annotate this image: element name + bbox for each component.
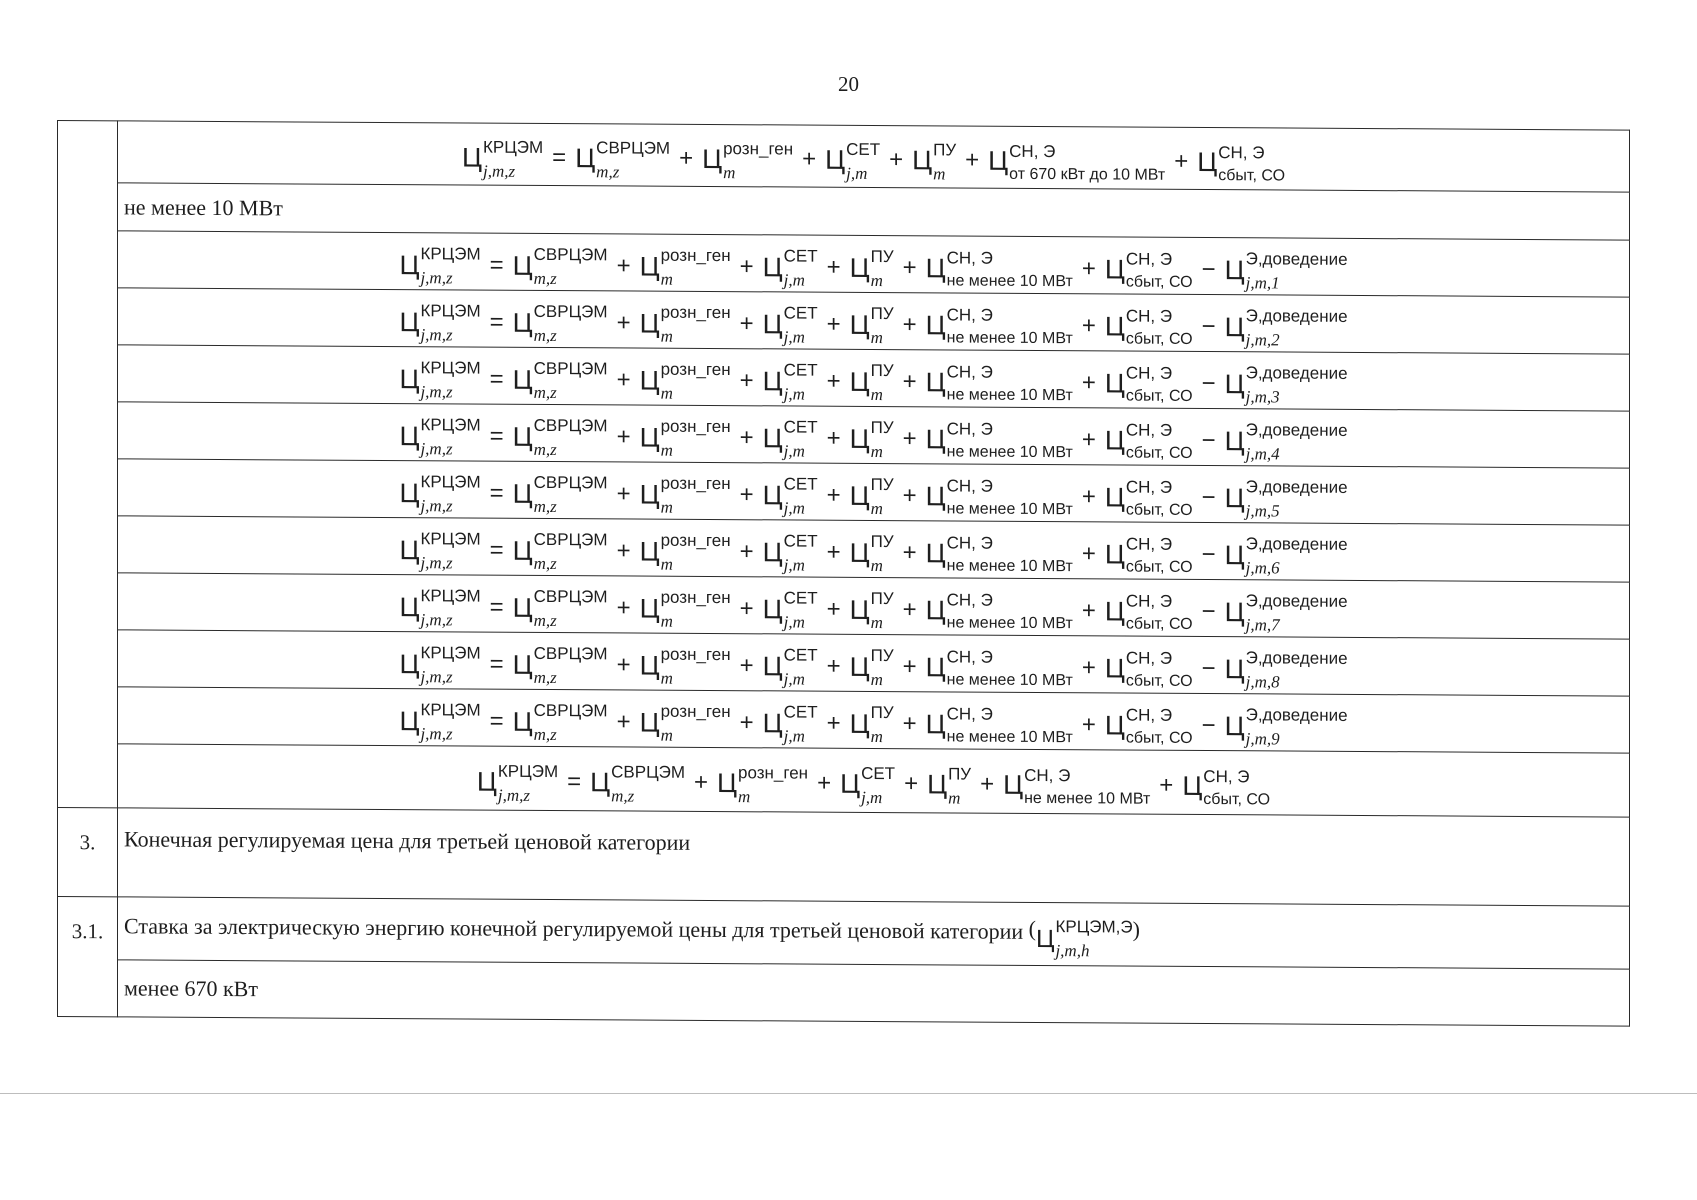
price-krcem: Ц КРЦЭМ j,m,z (399, 586, 481, 630)
price-set: Ц СЕТ j,m (825, 139, 881, 183)
price-pu: Ц ПУ m (849, 418, 894, 462)
price-sn-e: Ц СН, Э не менее 10 МВт (925, 419, 1073, 462)
formula-cell (118, 121, 1630, 192)
price-pu: Ц ПУ m (849, 589, 894, 633)
price-svrcem: Ц СВРЦЭМ m,z (512, 359, 608, 403)
formula-cell (118, 687, 1630, 753)
price-dovedenie: Ц Э,доведение j,m,7 (1224, 591, 1348, 635)
price-sn-e: Ц СН, Э не менее 10 МВт (925, 647, 1073, 690)
price-krcem: Ц КРЦЭМ j,m,z (399, 643, 481, 687)
price-krcem: Ц КРЦЭМ j,m,z (461, 137, 544, 181)
price-set: Ц СЕТ j,m (762, 417, 818, 461)
price-svrcem: Ц СВРЦЭМ m,z (512, 701, 608, 745)
formula-cell (118, 630, 1630, 696)
price-rozn-gen: Ц розн_ген m (639, 359, 731, 403)
formula-cell (118, 573, 1630, 639)
price-rozn-gen: Ц розн_ген m (639, 701, 731, 745)
price-set: Ц СЕТ j,m (762, 246, 818, 290)
formula-ne-menee-10mw: Ц КРЦЭМ j,m,z = Ц СВРЦЭМ m,z + Ц розн_ген m + Ц СЕТ j,m + Ц ПУ m + Ц СН, Э не менее 10 МВт + Ц СН, Э сбыт, СО (476, 761, 1271, 808)
price-svrcem: Ц СВРЦЭМ m,z (512, 473, 608, 517)
price-pu: Ц ПУ m (849, 703, 894, 747)
price-sn-e: Ц СН, Э не менее 10 МВт (925, 362, 1073, 405)
price-pu: Ц ПУ m (849, 247, 894, 291)
price-krcem: Ц КРЦЭМ j,m,z (399, 358, 481, 402)
price-krcem: Ц КРЦЭМ j,m,z (399, 700, 481, 744)
price-dovedenie: Ц Э,доведение j,m,1 (1224, 249, 1348, 293)
tariff-table (57, 120, 1630, 1027)
price-pu: Ц ПУ m (849, 361, 894, 405)
page-number: 20 (838, 72, 859, 96)
price-rozn-gen: Ц розн_ген m (639, 644, 731, 688)
price-set: Ц СЕТ j,m (762, 474, 818, 518)
table-row (58, 402, 1630, 469)
price-rozn-gen: Ц розн_ген m (717, 762, 809, 806)
price-svrcem: Ц СВРЦЭМ m,z (512, 416, 608, 460)
price-sbyt-so: Ц СН, Э сбыт, СО (1104, 249, 1193, 291)
formula-dovedenie-7: Ц КРЦЭМ j,m,z = Ц СВРЦЭМ m,z + Ц розн_ген m + Ц СЕТ j,m + Ц ПУ m + Ц СН, Э не менее 10 МВт + Ц СН, Э сбыт, СО − Ц Э,доведение j,m,7 (399, 586, 1348, 635)
table-row (58, 744, 1630, 818)
table-row (58, 121, 1630, 193)
price-set: Ц СЕТ j,m (762, 531, 818, 575)
price-sn-e: Ц СН, Э не менее 10 МВт (925, 476, 1073, 519)
price-rozn-gen: Ц розн_ген m (639, 302, 731, 346)
price-pu: Ц ПУ m (849, 475, 894, 519)
section-label-menee-670: менее 670 кВт (118, 960, 1630, 1026)
formula-cell (118, 288, 1630, 354)
price-set: Ц СЕТ j,m (840, 763, 896, 807)
item-3-1-text: Ставка за электрическую энергию конечной регулируемой цены для третьей ценовой категории (124, 913, 1024, 944)
price-sbyt-so: Ц СН, Э сбыт, СО (1104, 477, 1193, 519)
formula-dovedenie-1: Ц КРЦЭМ j,m,z = Ц СВРЦЭМ m,z + Ц розн_ген m + Ц СЕТ j,m + Ц ПУ m + Ц СН, Э не менее 10 МВт + Ц СН, Э сбыт, СО − Ц Э,доведение j,m,1 (399, 244, 1348, 293)
price-rozn-gen: Ц розн_ген m (639, 473, 731, 517)
price-svrcem: Ц СВРЦЭМ m,z (512, 644, 608, 688)
price-set: Ц СЕТ j,m (762, 645, 818, 689)
row-number-cell (58, 121, 118, 808)
formula-dovedenie-6: Ц КРЦЭМ j,m,z = Ц СВРЦЭМ m,z + Ц розн_ген m + Ц СЕТ j,m + Ц ПУ m + Ц СН, Э не менее 10 МВт + Ц СН, Э сбыт, СО − Ц Э,доведение j,m,6 (399, 529, 1348, 578)
price-krcem: Ц КРЦЭМ j,m,z (476, 761, 559, 805)
price-sbyt-so: Ц СН, Э сбыт, СО (1104, 648, 1193, 690)
price-sn-e: Ц СН, Э от 670 кВт до 10 МВт (988, 141, 1166, 184)
price-set: Ц СЕТ j,m (762, 360, 818, 404)
page-divider (0, 1093, 1697, 1094)
price-svrcem: Ц СВРЦЭМ m,z (512, 530, 608, 574)
price-sn-e: Ц СН, Э не менее 10 МВт (925, 248, 1073, 291)
price-sbyt-so: Ц СН, Э сбыт, СО (1104, 306, 1193, 348)
formula-cell (118, 459, 1630, 525)
formula-dovedenie-8: Ц КРЦЭМ j,m,z = Ц СВРЦЭМ m,z + Ц розн_ген m + Ц СЕТ j,m + Ц ПУ m + Ц СН, Э не менее 10 МВт + Ц СН, Э сбыт, СО − Ц Э,доведение j,m,8 (399, 643, 1348, 692)
price-krcem: Ц КРЦЭМ j,m,z (399, 415, 481, 459)
price-pu: Ц ПУ m (912, 140, 957, 183)
formula-dovedenie-3: Ц КРЦЭМ j,m,z = Ц СВРЦЭМ m,z + Ц розн_ген m + Ц СЕТ j,m + Ц ПУ m + Ц СН, Э не менее 10 МВт + Ц СН, Э сбыт, СО − Ц Э,доведение j,m,3 (399, 358, 1348, 407)
formula-cell (118, 345, 1630, 411)
price-svrcem: Ц СВРЦЭМ m,z (575, 137, 671, 181)
price-dovedenie: Ц Э,доведение j,m,5 (1224, 477, 1348, 521)
formula-dovedenie-9: Ц КРЦЭМ j,m,z = Ц СВРЦЭМ m,z + Ц розн_ген m + Ц СЕТ j,m + Ц ПУ m + Ц СН, Э не менее 10 МВт + Ц СН, Э сбыт, СО − Ц Э,доведение j,m,9 (399, 700, 1348, 749)
price-rozn-gen: Ц розн_ген m (639, 530, 731, 574)
price-sn-e: Ц СН, Э не менее 10 МВт (925, 305, 1073, 348)
price-svrcem: Ц СВРЦЭМ m,z (590, 762, 686, 806)
table-row (58, 459, 1630, 526)
price-dovedenie: Ц Э,доведение j,m,2 (1224, 306, 1348, 350)
item-3-1-title (118, 897, 1630, 969)
price-rozn-gen: Ц розн_ген m (702, 138, 794, 182)
price-rozn-gen: Ц розн_ген m (639, 245, 731, 289)
formula-cell (118, 744, 1630, 817)
price-sbyt-so: Ц СН, Э сбыт, СО (1104, 705, 1193, 747)
price-krcem-e-inline: ( Ц КРЦЭМ,Э j,m,h ) (1028, 916, 1140, 961)
price-sn-e: Ц СН, Э не менее 10 МВт (1003, 765, 1151, 808)
table-row (58, 516, 1630, 583)
price-set: Ц СЕТ j,m (762, 303, 818, 347)
table-row (58, 288, 1630, 355)
formula-dovedenie-5: Ц КРЦЭМ j,m,z = Ц СВРЦЭМ m,z + Ц розн_ген m + Ц СЕТ j,m + Ц ПУ m + Ц СН, Э не менее 10 МВт + Ц СН, Э сбыт, СО − Ц Э,доведение j,m,5 (399, 472, 1348, 521)
section-label-ne-menee-10: не менее 10 МВт (118, 183, 1630, 240)
table-row (58, 573, 1630, 640)
price-dovedenie: Ц Э,доведение j,m,6 (1224, 534, 1348, 578)
price-pu: Ц ПУ m (849, 304, 894, 348)
price-sbyt-so: Ц СН, Э сбыт, СО (1197, 142, 1286, 185)
formula-dovedenie-4: Ц КРЦЭМ j,m,z = Ц СВРЦЭМ m,z + Ц розн_ген m + Ц СЕТ j,m + Ц ПУ m + Ц СН, Э не менее 10 МВт + Ц СН, Э сбыт, СО − Ц Э,доведение j,m,4 (399, 415, 1348, 464)
price-dovedenie: Ц Э,доведение j,m,8 (1224, 648, 1348, 692)
price-svrcem: Ц СВРЦЭМ m,z (512, 245, 608, 289)
price-pu: Ц ПУ m (849, 646, 894, 690)
table-row (58, 630, 1630, 697)
formula-cell (118, 231, 1630, 297)
price-krcem: Ц КРЦЭМ j,m,z (399, 529, 481, 573)
price-pu: Ц ПУ m (927, 764, 972, 808)
price-krcem: Ц КРЦЭМ j,m,z (399, 244, 481, 288)
price-sbyt-so: Ц СН, Э сбыт, СО (1104, 534, 1193, 576)
price-set: Ц СЕТ j,m (762, 702, 818, 746)
formula-670kw-10mw: Ц КРЦЭМ j,m,z = Ц СВРЦЭМ m,z + Ц розн_ген m + Ц СЕТ j,m + Ц ПУ m + Ц СН, Э от 670 кВт до 10 МВт + Ц СН, Э сбыт, СО (461, 137, 1286, 185)
price-krcem: Ц КРЦЭМ j,m,z (399, 472, 481, 516)
table-row (58, 960, 1630, 1027)
table-row (58, 808, 1630, 907)
item-3-title: Конечная регулируемая цена для третьей ценовой категории (118, 808, 1630, 906)
formula-cell (118, 516, 1630, 582)
table-row (58, 687, 1630, 754)
price-rozn-gen: Ц розн_ген m (639, 587, 731, 631)
formula-cell (118, 402, 1630, 468)
price-svrcem: Ц СВРЦЭМ m,z (512, 302, 608, 346)
table-row (58, 231, 1630, 298)
price-set: Ц СЕТ j,m (762, 588, 818, 632)
price-sn-e: Ц СН, Э не менее 10 МВт (925, 533, 1073, 576)
price-dovedenie: Ц Э,доведение j,m,9 (1224, 705, 1348, 749)
formula-dovedenie-2: Ц КРЦЭМ j,m,z = Ц СВРЦЭМ m,z + Ц розн_ген m + Ц СЕТ j,m + Ц ПУ m + Ц СН, Э не менее 10 МВт + Ц СН, Э сбыт, СО − Ц Э,доведение j,m,2 (399, 301, 1348, 350)
price-krcem: Ц КРЦЭМ j,m,z (399, 301, 481, 345)
price-dovedenie: Ц Э,доведение j,m,4 (1224, 420, 1348, 464)
item-number: 3.1. (58, 897, 118, 1017)
price-sn-e: Ц СН, Э не менее 10 МВт (925, 704, 1073, 747)
price-sbyt-so: Ц СН, Э сбыт, СО (1104, 420, 1193, 462)
table-row (58, 897, 1630, 970)
price-sn-e: Ц СН, Э не менее 10 МВт (925, 590, 1073, 633)
price-rozn-gen: Ц розн_ген m (639, 416, 731, 460)
price-sbyt-so: Ц СН, Э сбыт, СО (1104, 591, 1193, 633)
price-dovedenie: Ц Э,доведение j,m,3 (1224, 363, 1348, 407)
price-sbyt-so: Ц СН, Э сбыт, СО (1104, 363, 1193, 405)
price-sbyt-so: Ц СН, Э сбыт, СО (1182, 766, 1271, 808)
item-number: 3. (58, 808, 118, 897)
price-svrcem: Ц СВРЦЭМ m,z (512, 587, 608, 631)
price-pu: Ц ПУ m (849, 532, 894, 576)
table-row (58, 345, 1630, 412)
